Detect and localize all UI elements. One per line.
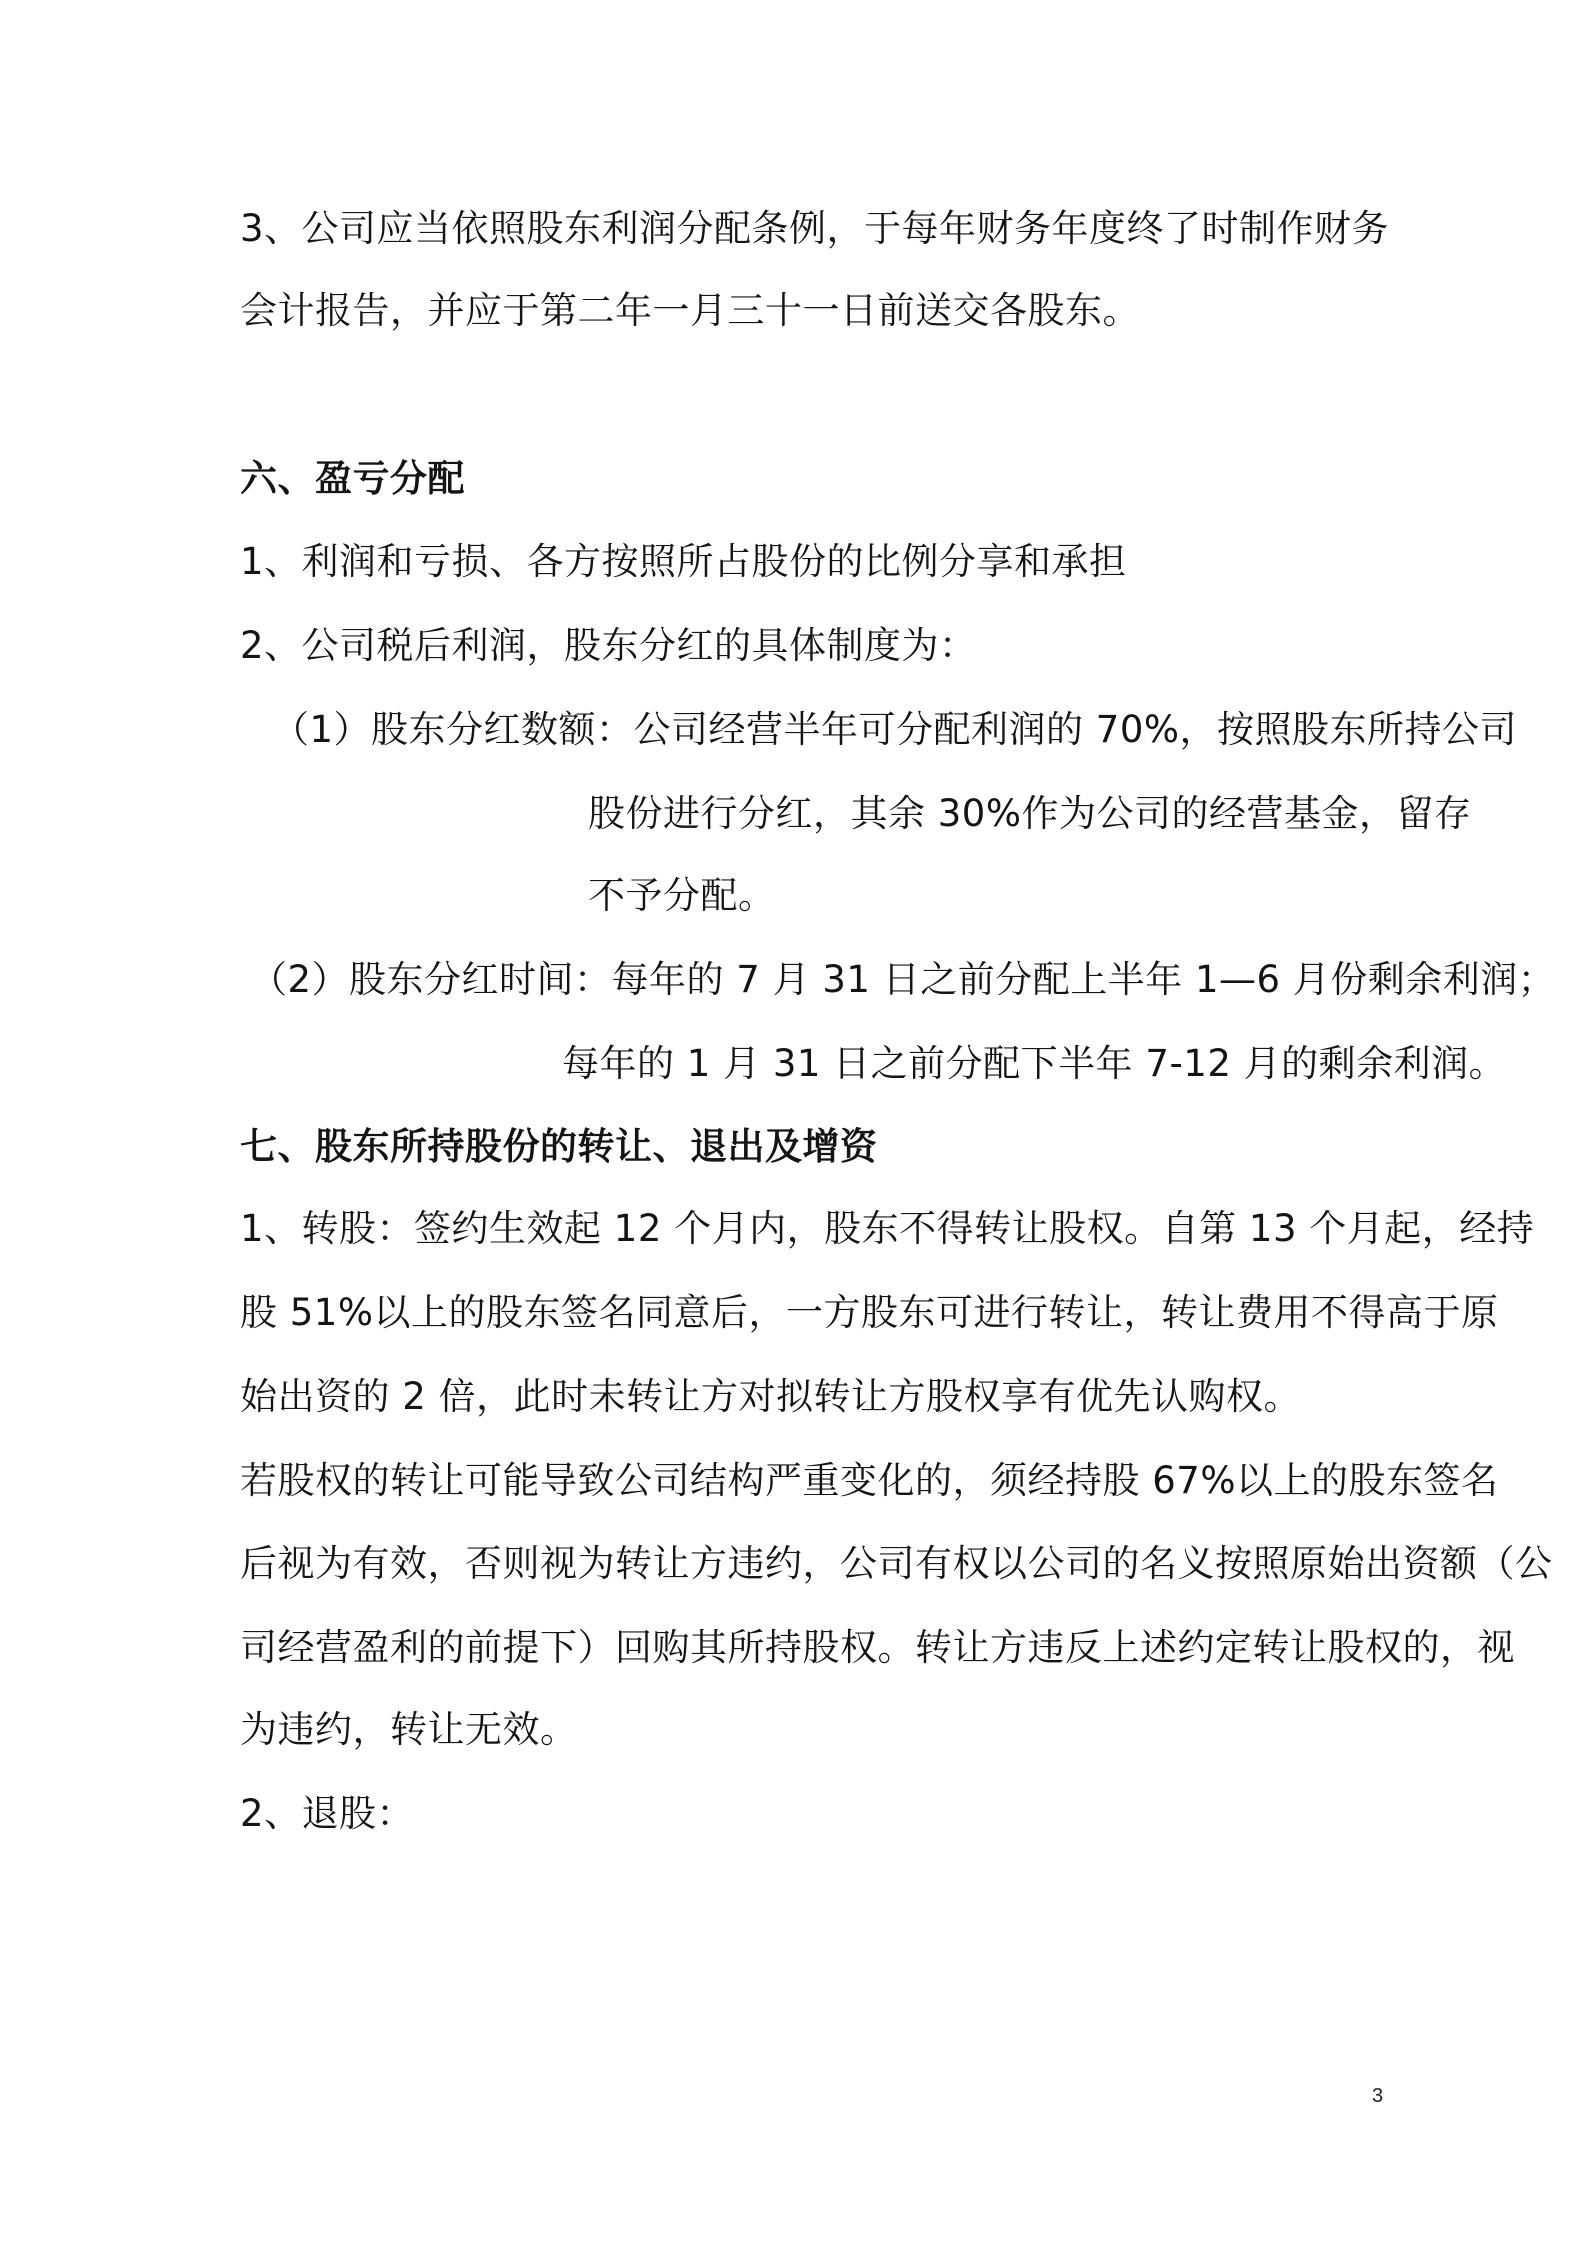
clause-7-1-line-2: 股 51%以上的股东签名同意后，一方股东可进行转让，转让费用不得高于原 <box>240 1291 1499 1334</box>
clause-6-2-2-line-1: （2）股东分红时间：每年的 7 月 31 日之前分配上半年 1—6 月份剩余利润； <box>250 958 1556 1001</box>
page-number: 3 <box>1372 2085 1384 2107</box>
clause-6-2-1-line-3: 不予分配。 <box>588 874 776 917</box>
clause-7-para-line-4: 为违约，转让无效。 <box>240 1708 578 1751</box>
clause-7-para-line-2: 后视为有效，否则视为转让方违约，公司有权以公司的名义按照原始出资额（公 <box>240 1542 1553 1585</box>
clause-7-1-line-3: 始出资的 2 倍，此时未转让方对拟转让方股权享有优先认购权。 <box>240 1375 1302 1418</box>
clause-6-2-1-line-2: 股份进行分红，其余 30%作为公司的经营基金，留存 <box>588 792 1472 835</box>
section-7-heading: 七、股东所持股份的转让、退出及增资 <box>240 1125 878 1168</box>
clause-6-2: 2、公司税后利润，股东分红的具体制度为： <box>240 624 977 667</box>
clause-7-para-line-1: 若股权的转让可能导致公司结构严重变化的，须经持股 67%以上的股东签名 <box>240 1459 1499 1502</box>
clause-5-3-line-1: 3、公司应当依照股东利润分配条例，于每年财务年度终了时制作财务 <box>240 207 1390 250</box>
clause-6-2-1-line-1: （1）股东分红数额：公司经营半年可分配利润的 70%，按照股东所持公司 <box>272 708 1518 751</box>
clause-6-2-2-line-2: 每年的 1 月 31 日之前分配下半年 7-12 月的剩余利润。 <box>562 1042 1507 1085</box>
clause-7-2: 2、退股： <box>240 1792 415 1835</box>
section-6-heading: 六、盈亏分配 <box>240 457 465 500</box>
clause-7-1-line-1: 1、转股：签约生效起 12 个月内，股东不得转让股权。自第 13 个月起，经持 <box>240 1207 1535 1250</box>
clause-6-1: 1、利润和亏损、各方按照所占股份的比例分享和承担 <box>240 540 1127 583</box>
clause-7-para-line-3: 司经营盈利的前提下）回购其所持股权。转让方违反上述约定转让股权的，视 <box>240 1626 1515 1669</box>
clause-5-3-line-2: 会计报告，并应于第二年一月三十一日前送交各股东。 <box>240 289 1140 332</box>
